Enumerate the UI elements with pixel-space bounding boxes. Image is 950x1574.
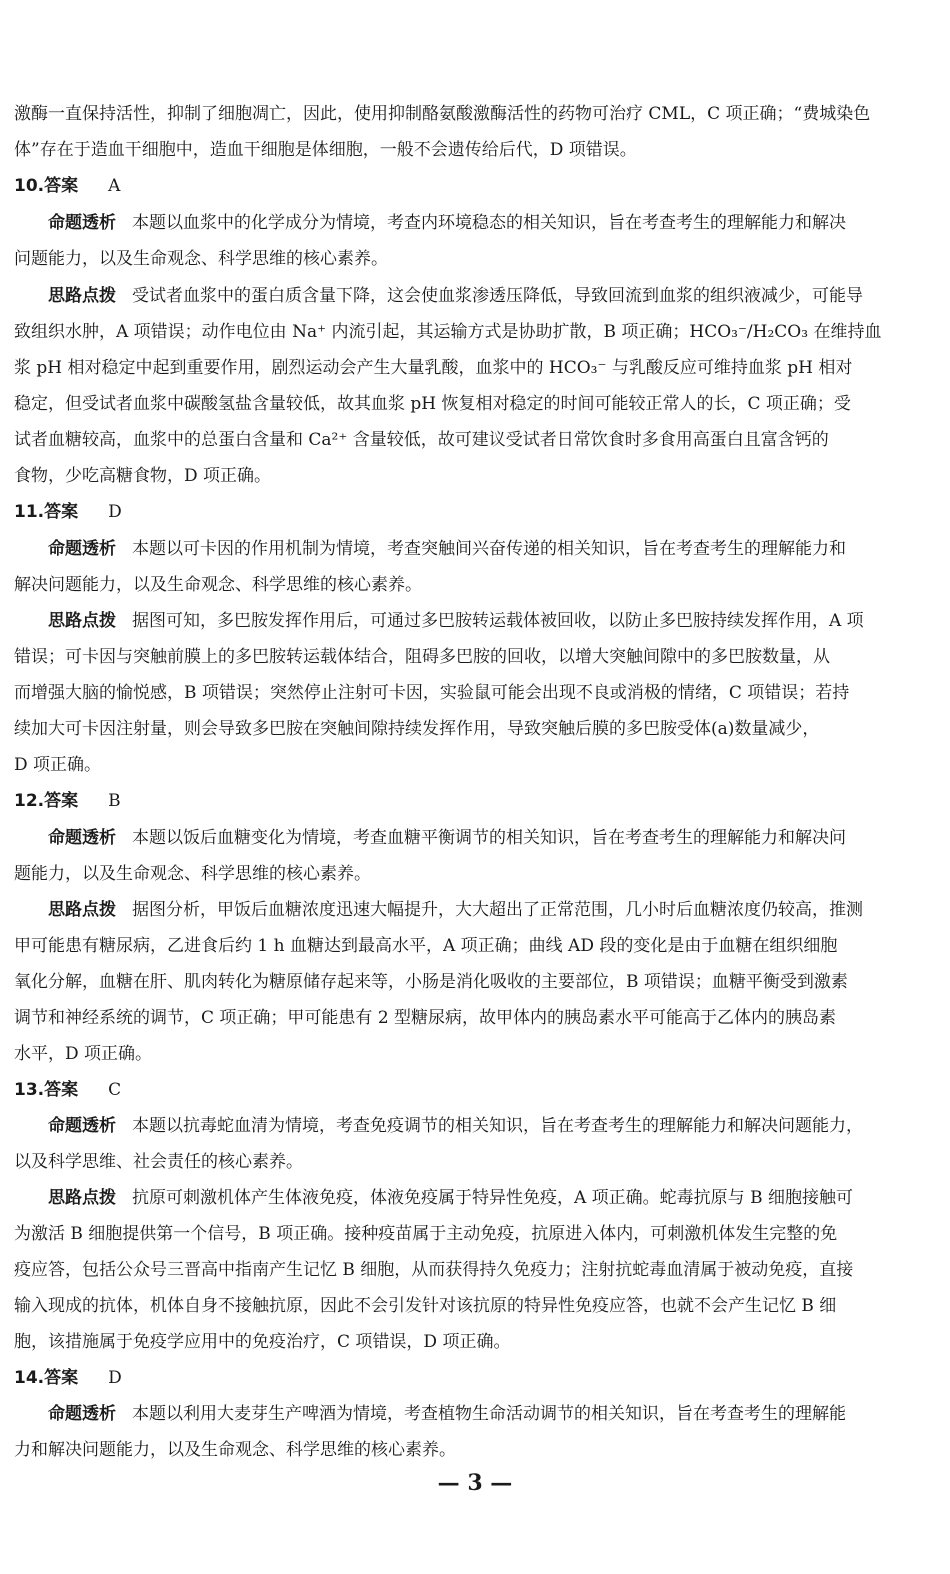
hint-line: 续加大可卡因注射量，则会导致多巴胺在突触间隙持续发挥作用，导致突触后膜的多巴胺受体(a)数量减少， bbox=[14, 719, 820, 739]
answer-value: D bbox=[108, 502, 122, 522]
hint-text: 据图可知，多巴胺发挥作用后，可通过多巴胺转运载体被回收，以防止多巴胺持续发挥作用，A 项 bbox=[132, 611, 864, 631]
intent-line: 以及科学思维、社会责任的核心素养。 bbox=[14, 1152, 303, 1172]
intent-text: 本题以可卡因的作用机制为情境，考查突触间兴奋传递的相关知识，旨在考查考生的理解能力和 bbox=[132, 539, 846, 559]
page-number: — 3 — bbox=[437, 1470, 513, 1496]
hint-line: D 项正确。 bbox=[14, 755, 102, 775]
question-number: 14. bbox=[14, 1368, 45, 1388]
hint-line: 调节和神经系统的调节，C 项正确；甲可能患有 2 型糖尿病，故甲体内的胰岛素水平可能高于乙体内的胰岛素 bbox=[14, 1008, 837, 1028]
hint-line: 氧化分解，血糖在肝、肌肉转化为糖原储存起来等，小肠是消化吸收的主要部位，B 项错误；血糖平衡受到激素 bbox=[14, 972, 848, 992]
answer-value: D bbox=[108, 1368, 122, 1388]
hint-line: 水平，D 项正确。 bbox=[14, 1044, 153, 1064]
intro-line-1: 激酶一直保持活性，抑制了细胞凋亡，因此，使用抑制酪氨酸激酶活性的药物可治疗 CML，C 项正确；“费城染色 bbox=[14, 104, 871, 124]
hint-text: 受试者血浆中的蛋白质含量下降，这会使血浆渗透压降低，导致回流到血浆的组织液减少，可能导 bbox=[132, 286, 863, 306]
intent-text: 本题以利用大麦芽生产啤酒为情境，考查植物生命活动调节的相关知识，旨在考查考生的理解能 bbox=[132, 1404, 846, 1424]
hint-line bbox=[48, 278, 924, 314]
intent-line: 题能力，以及生命观念、科学思维的核心素养。 bbox=[14, 864, 371, 884]
hint-line: 浆 pH 相对稳定中起到重要作用，剧烈运动会产生大量乳酸，血浆中的 HCO₃⁻ 与乳酸反应可维持血浆 pH 相对 bbox=[14, 358, 853, 378]
question-13-header bbox=[14, 1072, 121, 1108]
question-14-header bbox=[14, 1360, 122, 1396]
hint-text: 抗原可刺激机体产生体液免疫，体液免疫属于特异性免疫，A 项正确。蛇毒抗原与 B 细胞接触可 bbox=[132, 1188, 853, 1208]
hint-line: 试者血糖较高，血浆中的总蛋白含量和 Ca²⁺ 含量较低，故可建议受试者日常饮食时多食用高蛋白且富含钙的 bbox=[14, 430, 829, 450]
question-number: 11. bbox=[14, 502, 45, 522]
intent-line: 问题能力，以及生命观念、科学思维的核心素养。 bbox=[14, 249, 388, 269]
intent-label: 命题透析 bbox=[48, 1116, 116, 1136]
hint-line: 胞，该措施属于免疫学应用中的免疫治疗，C 项错误，D 项正确。 bbox=[14, 1332, 511, 1352]
hint-line bbox=[48, 603, 924, 639]
question-12-header bbox=[14, 783, 121, 819]
hint-text: 据图分析，甲饭后血糖浓度迅速大幅提升，大大超出了正常范围，几小时后血糖浓度仍较高，推测 bbox=[132, 900, 863, 920]
hint-line: 错误；可卡因与突触前膜上的多巴胺转运载体结合，阻碍多巴胺的回收，以增大突触间隙中的多巴胺数量，从 bbox=[14, 647, 830, 667]
intent-label: 命题透析 bbox=[48, 1404, 116, 1424]
intent-text: 本题以血浆中的化学成分为情境，考查内环境稳态的相关知识，旨在考查考生的理解能力和解决 bbox=[132, 213, 846, 233]
hint-line: 甲可能患有糖尿病，乙进食后约 1 h 血糖达到最高水平，A 项正确；曲线 AD 段的变化是由于血糖在组织细胞 bbox=[14, 936, 838, 956]
hint-line bbox=[48, 892, 924, 928]
answer-value: A bbox=[108, 176, 121, 196]
hint-line: 食物，少吃高糖食物，D 项正确。 bbox=[14, 466, 272, 486]
answer-label: 答案 bbox=[44, 176, 79, 196]
hint-line: 稳定，但受试者血浆中碳酸氢盐含量较低，故其血浆 pH 恢复相对稳定的时间可能较正常人的长，C 项正确；受 bbox=[14, 394, 851, 414]
question-number: 13. bbox=[14, 1080, 45, 1100]
intent-label: 命题透析 bbox=[48, 539, 116, 559]
answer-value: B bbox=[108, 791, 121, 811]
intent-label: 命题透析 bbox=[48, 213, 116, 233]
answer-label: 答案 bbox=[44, 1368, 79, 1388]
hint-line: 疫应答，包括公众号三晋高中指南产生记忆 B 细胞，从而获得持久免疫力；注射抗蛇毒血清属于被动免疫，直接 bbox=[14, 1260, 854, 1280]
hint-line bbox=[48, 1180, 924, 1216]
intent-line: 解决问题能力，以及生命观念、科学思维的核心素养。 bbox=[14, 575, 422, 595]
intent-line bbox=[48, 1396, 924, 1432]
intent-text: 本题以抗毒蛇血清为情境，考查免疫调节的相关知识，旨在考查考生的理解能力和解决问题能力， bbox=[132, 1116, 863, 1136]
intent-line bbox=[48, 205, 924, 241]
hint-line: 为激活 B 细胞提供第一个信号，B 项正确。接种疫苗属于主动免疫，抗原进入体内，可刺激机体发生完整的免 bbox=[14, 1224, 838, 1244]
intent-line: 力和解决问题能力，以及生命观念、科学思维的核心素养。 bbox=[14, 1440, 456, 1460]
intent-label: 命题透析 bbox=[48, 828, 116, 848]
intent-text: 本题以饭后血糖变化为情境，考查血糖平衡调节的相关知识，旨在考查考生的理解能力和解决问 bbox=[132, 828, 846, 848]
question-number: 12. bbox=[14, 791, 45, 811]
question-number: 10. bbox=[14, 176, 45, 196]
intro-line-2: 体”存在于造血干细胞中，造血干细胞是体细胞，一般不会遗传给后代，D 项错误。 bbox=[14, 140, 637, 160]
hint-label: 思路点拨 bbox=[48, 611, 116, 631]
intent-line bbox=[48, 1108, 924, 1144]
hint-line: 输入现成的抗体，机体自身不接触抗原，因此不会引发针对该抗原的特异性免疫应答，也就不会产生记忆 B 细 bbox=[14, 1296, 837, 1316]
question-10-header bbox=[14, 168, 120, 204]
hint-label: 思路点拨 bbox=[48, 1188, 116, 1208]
answer-label: 答案 bbox=[44, 502, 79, 522]
hint-line: 而增强大脑的愉悦感，B 项错误；突然停止注射可卡因，实验鼠可能会出现不良或消极的情绪，C 项错误；若持 bbox=[14, 683, 850, 703]
intent-line bbox=[48, 531, 924, 567]
intent-line bbox=[48, 820, 924, 856]
answer-label: 答案 bbox=[44, 791, 79, 811]
hint-label: 思路点拨 bbox=[48, 900, 116, 920]
answer-label: 答案 bbox=[44, 1080, 79, 1100]
hint-line: 致组织水肿，A 项错误；动作电位由 Na⁺ 内流引起，其运输方式是协助扩散，B 项正确；HCO₃⁻/H₂CO₃ 在维持血 bbox=[14, 322, 882, 342]
answer-value: C bbox=[108, 1080, 122, 1100]
hint-label: 思路点拨 bbox=[48, 286, 116, 306]
question-11-header bbox=[14, 494, 122, 530]
